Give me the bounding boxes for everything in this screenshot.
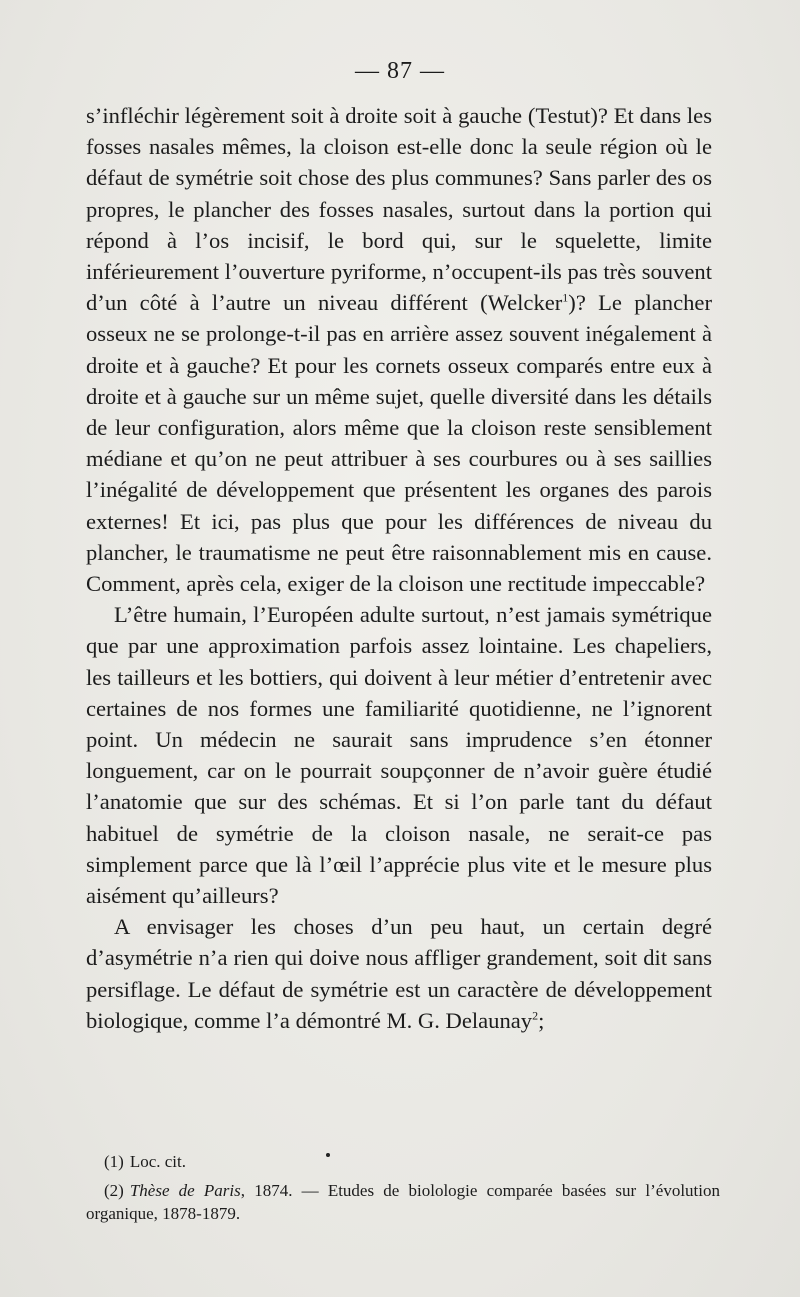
footnote-text: Loc. cit. (129, 1152, 186, 1171)
footnote (86, 1150, 720, 1173)
text-segment: L’être humain, l’Européen adulte surtout, n’est jamais symétrique que par une approximation parfois assez lointaine. Les chapeliers, les tailleurs et les bottiers, qui doivent à leur métier d’entretenir avec certaines de nos formes une familiarité quotidienne, ne l’ignorent point. Un médecin ne saurait sans imprudence s’en étonner longuement, car on le pourrait soupçonner de n’avoir guère étudié l’anatomie que sur des schémas. Et si l’on parle tant du défaut habituel de symétrie de la cloison nasale, ne serait-ce pas simplement parce que là l’œil l’apprécie plus vite et le mesure plus aisément qu’ailleurs? (86, 602, 712, 909)
footnote-text: , 1874. — Etudes de biolologie comparée basées sur l’évolution organique, 1878-1879. (86, 1181, 720, 1223)
paragraph (86, 911, 712, 1036)
footnote-ref: 2 (532, 1008, 539, 1023)
page-number: — 87 — (355, 58, 445, 84)
text-segment: s’infléchir légèrement soit à droite soit à gauche (Testut)? Et dans les fosses nasales mêmes, la cloison est-elle donc la seule région où le défaut de symétrie soit chose des plus communes? Sans parler des os propres, le plancher des fosses nasales, surtout dans la portion qui répond à l’os incisif, le bord qui, sur le squelette, limite inférieurement l’ouverture pyriforme, n’occupent-ils pas très souvent d’un côté à l’autre un niveau différent (Welcker (86, 103, 712, 316)
paragraph (86, 599, 712, 911)
footnote-number: (1) (104, 1152, 124, 1171)
footnote-ref: 1 (562, 290, 569, 305)
text-segment: ; (538, 1007, 545, 1033)
footnote-text: Thèse de Paris (129, 1181, 241, 1200)
paragraph (86, 100, 712, 599)
footnotes (86, 1150, 720, 1231)
text-segment: )? Le plancher osseux ne se prolonge-t-il pas en arrière assez souvent inégalement à droite et à gauche? Et pour les cornets osseux comparés entre eux à droite et à gauche sur un même sujet, quelle diversité dans les détails de leur configuration, alors même que la cloison reste sensiblement médiane et qu’on ne peut attribuer à ses courbures ou à ses saillies l’inégalité de développement que présentent les organes des parois externes! Et ici, pas plus que pour les différences de niveau du plancher, le traumatisme ne peut être raisonnablement mis en cause. Comment, après cela, exiger de la cloison une rectitude impeccable? (86, 290, 712, 597)
body-text (86, 100, 712, 1036)
footnote-number: (2) (104, 1181, 124, 1200)
text-segment: A envisager les choses d’un peu haut, un certain degré d’asymétrie n’a rien qui doive nous affliger grandement, soit dit sans persiflage. Le défaut de symétrie est un caractère de développement biologique, comme l’a démontré M. G. Delaunay (86, 914, 712, 1033)
footnote (86, 1179, 720, 1225)
